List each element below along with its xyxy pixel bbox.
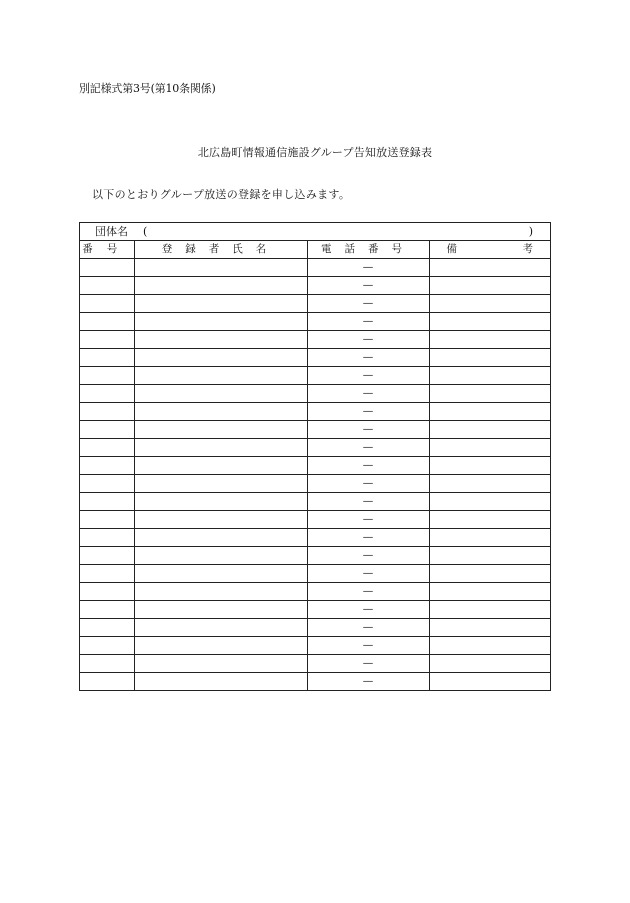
phone-separator: — bbox=[362, 495, 374, 507]
cell-note[interactable] bbox=[429, 511, 550, 529]
cell-registrant-name[interactable] bbox=[134, 583, 307, 601]
cell-registrant-name[interactable] bbox=[134, 313, 307, 331]
phone-separator: — bbox=[362, 459, 374, 471]
cell-note[interactable] bbox=[429, 601, 550, 619]
cell-registrant-name[interactable] bbox=[134, 295, 307, 313]
cell-note[interactable] bbox=[429, 565, 550, 583]
cell-note[interactable] bbox=[429, 529, 550, 547]
table-row bbox=[80, 259, 550, 277]
table-row bbox=[80, 601, 550, 619]
cell-registrant-name[interactable] bbox=[134, 457, 307, 475]
cell-note[interactable] bbox=[429, 637, 550, 655]
cell-phone[interactable] bbox=[307, 295, 429, 313]
cell-note[interactable] bbox=[429, 457, 550, 475]
cell-registrant-name[interactable] bbox=[134, 547, 307, 565]
header-note bbox=[429, 241, 550, 259]
phone-separator: — bbox=[362, 405, 374, 417]
phone-separator: — bbox=[362, 531, 374, 543]
table-row bbox=[80, 439, 550, 457]
cell-registrant-name[interactable] bbox=[134, 259, 307, 277]
cell-note[interactable] bbox=[429, 313, 550, 331]
cell-registrant-name[interactable] bbox=[134, 421, 307, 439]
cell-number[interactable] bbox=[80, 313, 134, 331]
header-note-char-1: 備 bbox=[446, 243, 457, 255]
cell-note[interactable] bbox=[429, 277, 550, 295]
group-name-open-paren: ( bbox=[143, 225, 148, 238]
cell-note[interactable] bbox=[429, 655, 550, 673]
phone-separator: — bbox=[362, 441, 374, 453]
cell-number[interactable] bbox=[80, 601, 134, 619]
group-name-row bbox=[80, 223, 550, 241]
cell-note[interactable] bbox=[429, 421, 550, 439]
cell-phone[interactable] bbox=[307, 349, 429, 367]
cell-phone[interactable] bbox=[307, 421, 429, 439]
cell-note[interactable] bbox=[429, 673, 550, 691]
cell-number[interactable] bbox=[80, 349, 134, 367]
cell-number[interactable] bbox=[80, 331, 134, 349]
cell-number[interactable] bbox=[80, 439, 134, 457]
cell-registrant-name[interactable] bbox=[134, 529, 307, 547]
table-row bbox=[80, 619, 550, 637]
cell-note[interactable] bbox=[429, 403, 550, 421]
phone-separator: — bbox=[362, 351, 374, 363]
phone-separator: — bbox=[362, 639, 374, 651]
table-row bbox=[80, 547, 550, 565]
cell-phone[interactable] bbox=[307, 493, 429, 511]
table-row bbox=[80, 421, 550, 439]
cell-note[interactable] bbox=[429, 349, 550, 367]
table-row bbox=[80, 295, 550, 313]
cell-registrant-name[interactable] bbox=[134, 385, 307, 403]
table-row bbox=[80, 529, 550, 547]
header-number: 番号 bbox=[80, 241, 134, 259]
table-row bbox=[80, 349, 550, 367]
phone-separator: — bbox=[362, 513, 374, 525]
cell-phone[interactable] bbox=[307, 529, 429, 547]
cell-note[interactable] bbox=[429, 331, 550, 349]
table-row bbox=[80, 511, 550, 529]
header-note-char-2: 考 bbox=[522, 243, 533, 255]
cell-phone[interactable] bbox=[307, 565, 429, 583]
phone-separator: — bbox=[362, 369, 374, 381]
registration-sheet bbox=[79, 222, 551, 691]
table-row bbox=[80, 331, 550, 349]
cell-phone[interactable] bbox=[307, 367, 429, 385]
cell-registrant-name[interactable] bbox=[134, 601, 307, 619]
cell-note[interactable] bbox=[429, 367, 550, 385]
cell-number[interactable] bbox=[80, 295, 134, 313]
cell-registrant-name[interactable] bbox=[134, 565, 307, 583]
cell-registrant-name[interactable] bbox=[134, 403, 307, 421]
phone-separator: — bbox=[362, 423, 374, 435]
cell-number[interactable] bbox=[80, 457, 134, 475]
cell-number[interactable] bbox=[80, 277, 134, 295]
cell-phone[interactable] bbox=[307, 655, 429, 673]
phone-separator: — bbox=[362, 279, 374, 291]
cell-note[interactable] bbox=[429, 385, 550, 403]
cell-number[interactable] bbox=[80, 637, 134, 655]
cell-number[interactable] bbox=[80, 385, 134, 403]
cell-phone[interactable] bbox=[307, 583, 429, 601]
cell-number[interactable] bbox=[80, 259, 134, 277]
cell-phone[interactable] bbox=[307, 331, 429, 349]
table-row bbox=[80, 385, 550, 403]
cell-number[interactable] bbox=[80, 673, 134, 691]
phone-separator: — bbox=[362, 675, 374, 687]
cell-note[interactable] bbox=[429, 583, 550, 601]
cell-registrant-name[interactable] bbox=[134, 493, 307, 511]
phone-separator: — bbox=[362, 585, 374, 597]
cell-phone[interactable] bbox=[307, 385, 429, 403]
table-row bbox=[80, 673, 550, 691]
phone-separator: — bbox=[362, 297, 374, 309]
phone-separator: — bbox=[362, 549, 374, 561]
cell-phone[interactable] bbox=[307, 673, 429, 691]
cell-registrant-name[interactable] bbox=[134, 673, 307, 691]
cell-phone[interactable] bbox=[307, 619, 429, 637]
cell-number[interactable] bbox=[80, 511, 134, 529]
phone-separator: — bbox=[362, 603, 374, 615]
intro-text: 以下のとおりグループ放送の登録を申し込みます。 bbox=[92, 188, 351, 201]
cell-note[interactable] bbox=[429, 439, 550, 457]
cell-registrant-name[interactable] bbox=[134, 349, 307, 367]
cell-phone[interactable] bbox=[307, 457, 429, 475]
group-name-close-paren: ) bbox=[528, 225, 533, 238]
group-name-label: 団体名 bbox=[95, 225, 128, 238]
registration-table bbox=[80, 241, 550, 690]
table-row bbox=[80, 403, 550, 421]
phone-separator: — bbox=[362, 621, 374, 633]
cell-number[interactable] bbox=[80, 547, 134, 565]
cell-registrant-name[interactable] bbox=[134, 475, 307, 493]
cell-number[interactable] bbox=[80, 619, 134, 637]
table-row bbox=[80, 277, 550, 295]
cell-number[interactable] bbox=[80, 493, 134, 511]
cell-phone[interactable] bbox=[307, 601, 429, 619]
phone-separator: — bbox=[362, 315, 374, 327]
header-registrant-name: 登録者氏名 bbox=[134, 241, 307, 259]
cell-note[interactable] bbox=[429, 475, 550, 493]
table-row bbox=[80, 313, 550, 331]
document-title: 北広島町情報通信施設グループ告知放送登録表 bbox=[197, 146, 433, 159]
cell-number[interactable] bbox=[80, 529, 134, 547]
phone-separator: — bbox=[362, 261, 374, 273]
cell-number[interactable] bbox=[80, 655, 134, 673]
cell-number[interactable] bbox=[80, 421, 134, 439]
table-row bbox=[80, 565, 550, 583]
form-reference: 別記様式第3号(第10条関係) bbox=[79, 82, 216, 95]
cell-phone[interactable] bbox=[307, 313, 429, 331]
cell-number[interactable] bbox=[80, 403, 134, 421]
cell-phone[interactable] bbox=[307, 259, 429, 277]
table-row bbox=[80, 475, 550, 493]
phone-separator: — bbox=[362, 477, 374, 489]
cell-number[interactable] bbox=[80, 583, 134, 601]
cell-phone[interactable] bbox=[307, 403, 429, 421]
cell-phone[interactable] bbox=[307, 547, 429, 565]
cell-phone[interactable] bbox=[307, 637, 429, 655]
table-body bbox=[80, 259, 550, 691]
table-header-row bbox=[80, 241, 550, 259]
cell-note[interactable] bbox=[429, 259, 550, 277]
cell-note[interactable] bbox=[429, 547, 550, 565]
cell-phone[interactable] bbox=[307, 277, 429, 295]
cell-registrant-name[interactable] bbox=[134, 367, 307, 385]
cell-number[interactable] bbox=[80, 475, 134, 493]
phone-separator: — bbox=[362, 657, 374, 669]
cell-registrant-name[interactable] bbox=[134, 511, 307, 529]
cell-registrant-name[interactable] bbox=[134, 439, 307, 457]
table-row bbox=[80, 367, 550, 385]
cell-registrant-name[interactable] bbox=[134, 277, 307, 295]
phone-separator: — bbox=[362, 567, 374, 579]
phone-separator: — bbox=[362, 387, 374, 399]
cell-registrant-name[interactable] bbox=[134, 655, 307, 673]
cell-registrant-name[interactable] bbox=[134, 331, 307, 349]
cell-phone[interactable] bbox=[307, 511, 429, 529]
cell-number[interactable] bbox=[80, 367, 134, 385]
table-row bbox=[80, 493, 550, 511]
phone-separator: — bbox=[362, 333, 374, 345]
table-row bbox=[80, 637, 550, 655]
table-row bbox=[80, 583, 550, 601]
cell-note[interactable] bbox=[429, 295, 550, 313]
cell-phone[interactable] bbox=[307, 439, 429, 457]
cell-registrant-name[interactable] bbox=[134, 619, 307, 637]
header-phone: 電話番号 bbox=[307, 241, 429, 259]
cell-note[interactable] bbox=[429, 493, 550, 511]
table-row bbox=[80, 457, 550, 475]
cell-phone[interactable] bbox=[307, 475, 429, 493]
cell-number[interactable] bbox=[80, 565, 134, 583]
cell-registrant-name[interactable] bbox=[134, 637, 307, 655]
table-row bbox=[80, 655, 550, 673]
cell-note[interactable] bbox=[429, 619, 550, 637]
